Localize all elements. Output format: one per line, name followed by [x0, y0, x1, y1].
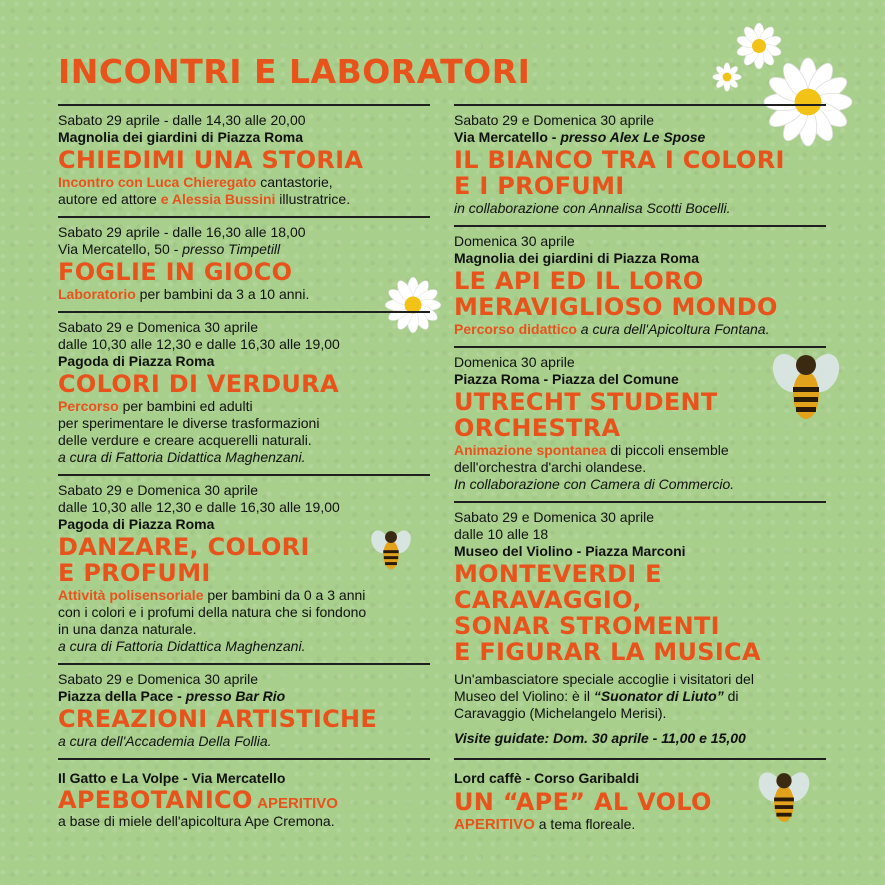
event-description	[454, 321, 826, 338]
event-date: Sabato 29 e Domenica 30 aprile	[58, 482, 259, 498]
guided-visits: Visite guidate: Dom. 30 aprile - 11,00 e 15,00	[454, 730, 746, 746]
event-location: Il Gatto e La Volpe - Via Mercatello	[58, 770, 286, 786]
desc-text: Museo del Violino: è il	[454, 688, 594, 704]
credit-text: In collaborazione con Camera di Commercio.	[454, 476, 735, 492]
title-line: SONAR STROMENTI	[454, 612, 720, 640]
event-location	[58, 241, 430, 258]
event-date: Sabato 29 e Domenica 30 aprile	[58, 671, 259, 687]
desc-text: delle verdure e creare acquerelli naturali.	[58, 432, 312, 448]
event-description	[58, 286, 430, 303]
desc-text: con i colori e i profumi della natura che si fondono	[58, 604, 367, 620]
desc-text: di	[723, 688, 739, 704]
title-line: E FIGURAR LA MUSICA	[454, 638, 761, 666]
event-title: CREAZIONI ARTISTICHE	[58, 705, 378, 733]
event-description	[58, 587, 430, 655]
title-line: E I PROFUMI	[454, 172, 625, 200]
event-chiedimi-una-storia	[58, 104, 430, 216]
event-date: Domenica 30 aprile	[454, 233, 575, 249]
title-line: MERAVIGLIOSO MONDO	[454, 293, 778, 321]
event-description: a base di miele dell'apicoltura Ape Cremona.	[58, 813, 335, 829]
aperitivo-tag: APERITIVO	[257, 795, 338, 812]
event-location: Magnolia dei giardini di Piazza Roma	[454, 250, 700, 266]
event-danzare-colori-profumi	[58, 474, 430, 663]
title-line: LE API ED IL LORO	[454, 267, 704, 295]
highlight: e Alessia Bussini	[160, 191, 276, 207]
left-column	[58, 104, 430, 758]
title-line: IL BIANCO TRA I COLORI	[454, 146, 785, 174]
event-description	[454, 816, 826, 833]
event-location: Pagoda di Piazza Roma	[58, 353, 215, 369]
event-utrecht-orchestra	[454, 346, 826, 501]
event-location: Magnolia dei giardini di Piazza Roma	[58, 129, 304, 145]
event-colori-di-verdura	[58, 311, 430, 474]
location-text: Piazza della Pace -	[58, 688, 186, 704]
event-title: UN “APE” AL VOLO	[454, 788, 712, 816]
event-title: CHIEDIMI UNA STORIA	[58, 146, 364, 174]
event-foglie-in-gioco	[58, 216, 430, 311]
highlight: Incontro con Luca Chieregato	[58, 174, 257, 190]
event-description	[58, 733, 430, 750]
desc-text: a tema floreale.	[534, 816, 636, 832]
event-location: Museo del Violino - Piazza Marconi	[454, 543, 686, 559]
aperitivo-tag: APERITIVO	[454, 816, 535, 833]
event-description	[454, 671, 826, 722]
venue-text: presso Alex Le Spose	[560, 129, 706, 145]
desc-text: per bambini da 3 a 10 anni.	[135, 286, 310, 302]
highlight: Percorso didattico	[454, 321, 577, 337]
event-date: Domenica 30 aprile	[454, 354, 575, 370]
event-title	[454, 268, 826, 320]
event-date: Sabato 29 e Domenica 30 aprile	[454, 509, 655, 525]
event-location: Lord caffè - Corso Garibaldi	[454, 770, 640, 786]
page-title: INCONTRI E LABORATORI	[58, 52, 531, 91]
event-hours: dalle 10 alle 18	[454, 526, 549, 542]
daisy-icon	[712, 62, 742, 92]
event-location: Pagoda di Piazza Roma	[58, 516, 215, 532]
event-title: FOGLIE IN GIOCO	[58, 258, 293, 286]
event-date: Sabato 29 e Domenica 30 aprile	[58, 319, 259, 335]
desc-text: autore ed attore	[58, 191, 161, 207]
desc-text: dell'orchestra d'archi olandese.	[454, 459, 647, 475]
title-line: E PROFUMI	[58, 559, 211, 587]
event-title	[454, 389, 826, 441]
credit-text: in collaborazione con Annalisa Scotti Bocelli.	[454, 200, 731, 216]
desc-text: in una danza naturale.	[58, 621, 197, 637]
event-description	[58, 398, 430, 466]
highlight: Percorso	[58, 398, 119, 414]
title-line: CARAVAGGIO,	[454, 586, 642, 614]
highlight: Animazione spontanea	[454, 442, 607, 458]
desc-text: cantastorie,	[256, 174, 333, 190]
event-hours: dalle 10,30 alle 12,30 e dalle 16,30 alle 19,00	[58, 499, 340, 515]
location-text: Via Mercatello, 50 -	[58, 241, 183, 257]
desc-text: di piccoli ensemble	[606, 442, 729, 458]
event-location	[58, 688, 430, 705]
credit-text: a cura di Fattoria Didattica Maghenzani.	[58, 638, 306, 654]
desc-text: illustratrice.	[275, 191, 351, 207]
artwork-title: “Suonator di Liuto”	[593, 688, 724, 704]
event-description	[454, 442, 826, 493]
credit-text: a cura dell'Accademia Della Follia.	[58, 733, 272, 749]
title-line: UTRECHT STUDENT	[454, 388, 718, 416]
event-date: Sabato 29 aprile - dalle 14,30 alle 20,00	[58, 112, 306, 128]
event-title: COLORI DI VERDURA	[58, 370, 339, 398]
event-monteverdi-caravaggio	[454, 501, 826, 754]
right-column	[454, 104, 826, 754]
desc-text: Caravaggio (Michelangelo Merisi).	[454, 705, 667, 721]
event-location	[454, 129, 826, 146]
event-title	[454, 561, 826, 665]
location-text: Via Mercatello -	[454, 129, 561, 145]
credit-text: a cura dell'Apicoltura Fontana.	[576, 321, 770, 337]
event-il-bianco	[454, 104, 826, 225]
desc-text: per bambini ed adulti	[118, 398, 253, 414]
event-hours: dalle 10,30 alle 12,30 e dalle 16,30 alle 19,00	[58, 336, 340, 352]
event-date: Sabato 29 e Domenica 30 aprile	[454, 112, 655, 128]
event-title	[58, 534, 430, 586]
aperitivo-ape-al-volo	[454, 758, 826, 833]
credit-text: a cura di Fattoria Didattica Maghenzani.	[58, 449, 306, 465]
event-location: Piazza Roma - Piazza del Comune	[454, 371, 679, 387]
highlight: Attività polisensoriale	[58, 587, 204, 603]
event-creazioni-artistiche	[58, 663, 430, 758]
desc-text: Un'ambasciatore speciale accoglie i visitatori del	[454, 671, 754, 687]
highlight: Laboratorio	[58, 286, 136, 302]
event-title	[454, 147, 826, 199]
event-title: APEBOTANICO	[58, 786, 253, 814]
event-title-row	[58, 787, 430, 813]
event-description	[454, 200, 826, 217]
title-line: DANZARE, COLORI	[58, 533, 310, 561]
venue-text: presso Bar Rio	[185, 688, 286, 704]
aperitivo-apebotanico	[58, 758, 430, 830]
event-description	[58, 174, 430, 208]
venue-text: presso Timpetill	[182, 241, 281, 257]
title-line: MONTEVERDI E	[454, 560, 662, 588]
title-line: ORCHESTRA	[454, 414, 621, 442]
desc-text: per sperimentare le diverse trasformazioni	[58, 415, 320, 431]
event-le-api	[454, 225, 826, 346]
desc-text: per bambini da 0 a 3 anni	[203, 587, 366, 603]
event-date: Sabato 29 aprile - dalle 16,30 alle 18,00	[58, 224, 306, 240]
